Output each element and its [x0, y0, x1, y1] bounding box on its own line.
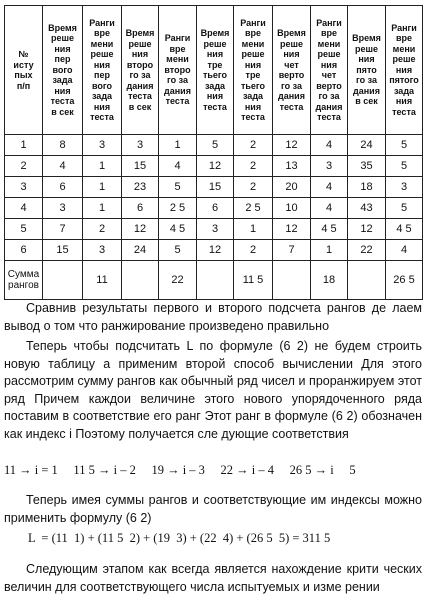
table-cell: 4: [311, 198, 348, 219]
table-cell: 1: [234, 219, 273, 240]
table-cell: 4 5: [159, 219, 197, 240]
header-subject-number: № исту пых п/п: [5, 6, 43, 135]
rank-sum-task-5: 26 5: [386, 261, 423, 300]
table-cell: 7: [273, 240, 311, 261]
header-rank-task-4: Ранги вре мени реше ния чет верто го за дания теста: [311, 6, 348, 135]
table-cell: 8: [43, 135, 83, 156]
table-cell: 2 5: [234, 198, 273, 219]
table-cell: 1: [83, 177, 122, 198]
table-cell: [273, 261, 311, 300]
table-cell: 6: [5, 240, 43, 261]
table-cell: 4: [159, 156, 197, 177]
table-cell: 15: [43, 240, 83, 261]
table-cell: 1: [159, 135, 197, 156]
table-cell: 22: [348, 240, 386, 261]
table-cell: 2 5: [159, 198, 197, 219]
table-cell: 4: [311, 177, 348, 198]
table-cell: 12: [348, 219, 386, 240]
table-cell: 3: [122, 135, 159, 156]
table-cell: 23: [122, 177, 159, 198]
rank-sum-task-1: 11: [83, 261, 122, 300]
paragraph-next-step: Следующим этапом как всегда является нахождение крити ческих величин для соответствующего числа испытуемых и изме рении: [4, 562, 422, 594]
table-row: [5, 240, 423, 261]
table-cell: 3: [311, 156, 348, 177]
table-cell: 1: [83, 198, 122, 219]
table-cell: 5: [386, 198, 423, 219]
table-cell: 6: [43, 177, 83, 198]
table-cell: 12: [273, 219, 311, 240]
table-row: [5, 156, 423, 177]
header-time-task-5: Время реше ния пято го за дания в сек: [348, 6, 386, 135]
table-cell: 12: [197, 156, 234, 177]
table-header-row: [5, 6, 423, 135]
table-cell: 4: [43, 156, 83, 177]
table-cell: 5: [159, 240, 197, 261]
table-cell: 15: [122, 156, 159, 177]
table-cell: 3: [386, 177, 423, 198]
table-cell: 4 5: [386, 219, 423, 240]
paragraph-apply-formula: Теперь имея суммы рангов и соответствующие им индексы можно применить формулу (6 2): [4, 493, 422, 525]
table-cell: 5: [386, 135, 423, 156]
table-cell: 2: [234, 177, 273, 198]
rank-index-correspondences: 11 → i = 1 11 5 → i – 2 19 → i – 3 22 → i – 4 26 5 → i 5: [4, 463, 356, 477]
header-time-task-1: Время реше ния пер вого зада ния теста в сек: [43, 6, 83, 135]
rank-sum-task-3: 11 5: [234, 261, 273, 300]
header-rank-task-2: Ранги вре мени второ го за дания теста: [159, 6, 197, 135]
table-cell: [122, 261, 159, 300]
table-cell: 1: [5, 135, 43, 156]
table-cell: 4 5: [311, 219, 348, 240]
table-cell: 35: [348, 156, 386, 177]
table-cell: 3: [197, 219, 234, 240]
table-cell: 3: [83, 135, 122, 156]
rank-sum-task-4: 18: [311, 261, 348, 300]
table-cell: 1: [83, 156, 122, 177]
table-cell: 3: [5, 177, 43, 198]
table-cell: 20: [273, 177, 311, 198]
table-cell: 2: [234, 240, 273, 261]
table-cell: 6: [122, 198, 159, 219]
header-rank-task-3: Ранги вре мени реше ния тре тьего зада ния теста: [234, 6, 273, 135]
header-rank-task-5: Ранги вре мени реше ния пятого зада ния теста: [386, 6, 423, 135]
header-rank-task-1: Ранги вре мени реше ния пер вого зада ния теста: [83, 6, 122, 135]
paragraph-method: Теперь чтобы подсчитать L по формуле (6 2) не будем строить новую таблицу а применим второй способ вычислении Для этого рассмотрим сумму рангов как обычный ряд чисел и проранжируем этот ряд Причем каждои величине этого нового упорядоченного ряда поставим в соответствие его ранг Этот ранг в формуле (6 2) обозначен как индекс i Поэтому получается сле дующие соответствия: [4, 339, 422, 441]
table-cell: 5: [5, 219, 43, 240]
table-cell: 6: [197, 198, 234, 219]
table-cell: [197, 261, 234, 300]
table-cell: 18: [348, 177, 386, 198]
table-cell: 15: [197, 177, 234, 198]
table-cell: 2: [234, 135, 273, 156]
table-cell: 5: [197, 135, 234, 156]
table-cell: 2: [83, 219, 122, 240]
table-row: [5, 177, 423, 198]
table-cell: 7: [43, 219, 83, 240]
rank-sum-task-2: 22: [159, 261, 197, 300]
table-cell: 3: [43, 198, 83, 219]
header-time-task-2: Время реше ния второ го за дания теста в сек: [122, 6, 159, 135]
table-cell: 13: [273, 156, 311, 177]
rank-sum-label: Сумма рангов: [5, 261, 43, 300]
table-row: [5, 135, 423, 156]
table-cell: 5: [386, 156, 423, 177]
table-cell: 12: [197, 240, 234, 261]
header-time-task-3: Время реше ния тре тьего зада ния теста: [197, 6, 234, 135]
rank-sum-row: [5, 261, 423, 300]
table-cell: 4: [386, 240, 423, 261]
table-cell: 24: [122, 240, 159, 261]
header-time-task-4: Время реше ния чет верто го за дания теста: [273, 6, 311, 135]
table-cell: 12: [122, 219, 159, 240]
table-cell: 4: [5, 198, 43, 219]
table-cell: 43: [348, 198, 386, 219]
table-cell: 4: [311, 135, 348, 156]
results-table: [4, 5, 423, 300]
table-row: [5, 219, 423, 240]
table-cell: [43, 261, 83, 300]
table-cell: 10: [273, 198, 311, 219]
table-cell: 24: [348, 135, 386, 156]
table-cell: 1: [311, 240, 348, 261]
l-formula: L = (11 1) + (11 5 2) + (19 3) + (22 4) + (26 5 5) = 311 5: [28, 531, 331, 545]
table-cell: 2: [5, 156, 43, 177]
table-row: [5, 198, 423, 219]
table-cell: 5: [159, 177, 197, 198]
table-cell: 12: [273, 135, 311, 156]
table-cell: [348, 261, 386, 300]
table-cell: 2: [234, 156, 273, 177]
paragraph-comparison: Сравнив результаты первого и второго подсчета рангов де лаем вывод о том что ранжирование произведено правильно: [4, 301, 422, 333]
table-cell: 3: [83, 240, 122, 261]
